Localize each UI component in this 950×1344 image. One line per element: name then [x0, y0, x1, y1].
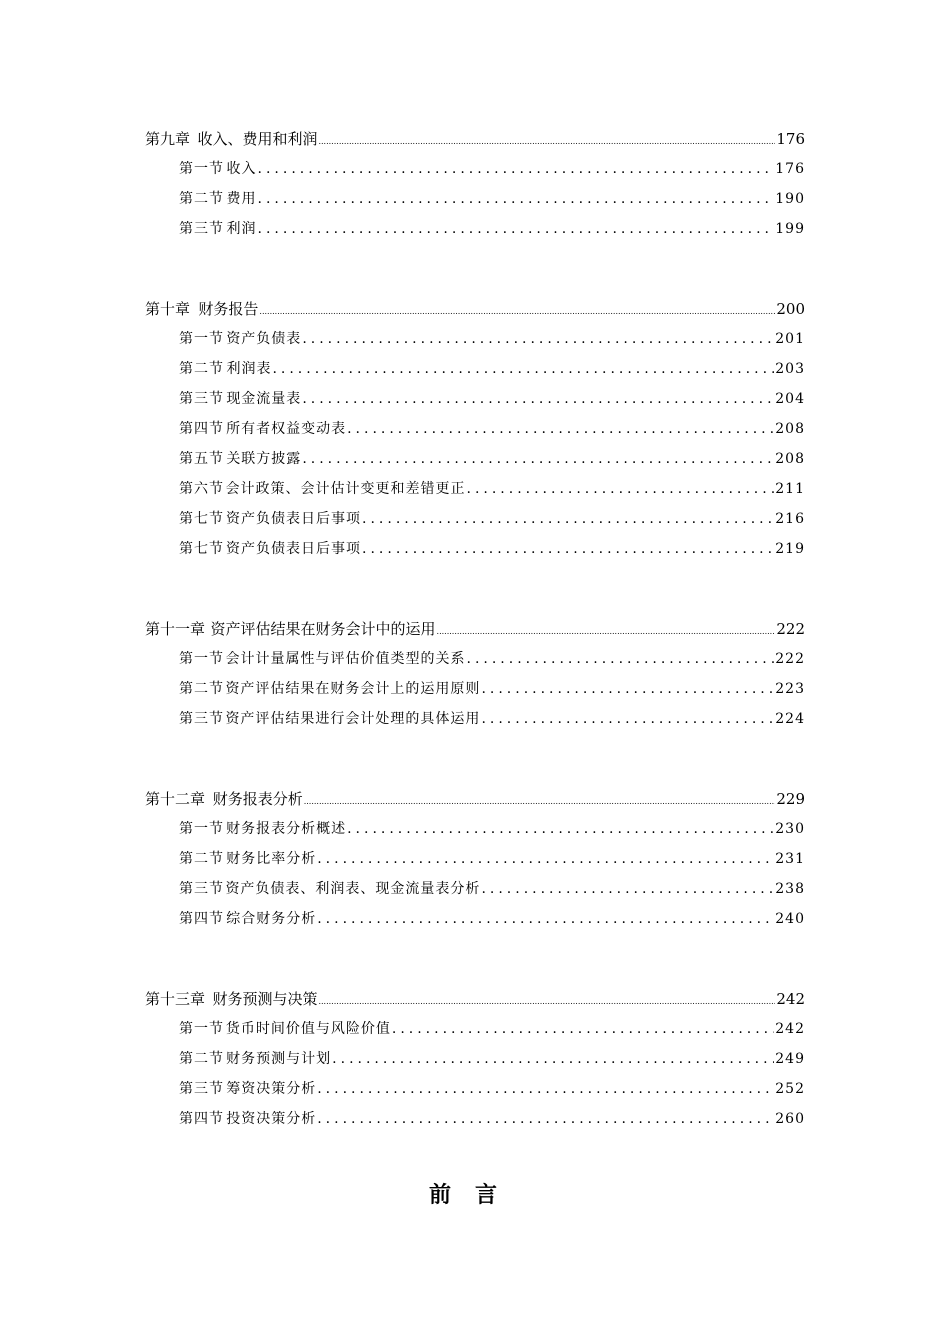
page-number: 219: [775, 541, 805, 557]
toc-chapter-entry[interactable]: [145, 984, 805, 1014]
dot-leader: [317, 1104, 774, 1134]
page-number: 200: [776, 300, 805, 318]
section-title: 会计计量属性与评估价值类型的关系: [225, 651, 466, 667]
dot-leader: [302, 444, 774, 474]
page-number: 230: [775, 821, 805, 837]
page-number: 176: [776, 130, 805, 148]
section-number: 第一节: [179, 161, 224, 177]
page-number: 222: [776, 620, 805, 638]
section-title: 现金流量表: [226, 391, 302, 407]
section-number: 第一节: [179, 821, 224, 837]
page-number: 201: [775, 331, 805, 347]
section-number: 第七节: [179, 511, 224, 527]
toc-section-entry[interactable]: [179, 704, 805, 734]
section-title: 投资决策分析: [226, 1111, 317, 1127]
section-title: 资产负债表日后事项: [226, 541, 362, 557]
table-of-contents: [145, 124, 805, 1184]
chapter-title: 资产评估结果在财务会计中的运用: [210, 620, 436, 638]
dot-leader: [362, 504, 774, 534]
page-number: 222: [775, 651, 805, 667]
dot-leader: [258, 184, 775, 214]
section-title: 所有者权益变动表: [226, 421, 347, 437]
chapter-number: 第十章: [145, 300, 191, 318]
toc-chapter-entry[interactable]: [145, 124, 805, 154]
dot-leader: [304, 787, 776, 817]
dot-leader: [258, 154, 775, 184]
section-title: 资产负债表、利润表、现金流量表分析: [225, 881, 481, 897]
toc-section-entry[interactable]: [179, 534, 805, 564]
page-number: 211: [775, 481, 805, 497]
toc-chapter-entry[interactable]: [145, 614, 805, 644]
dot-leader: [317, 904, 774, 934]
page-number: 203: [775, 361, 805, 377]
section-title: 货币时间价值与风险价值: [225, 1021, 391, 1037]
section-number: 第二节: [179, 851, 224, 867]
section-title: 筹资决策分析: [226, 1081, 317, 1097]
section-title: 利润: [226, 221, 257, 237]
chapter-title: 收入、费用和利润: [197, 130, 318, 148]
toc-section-entry[interactable]: [179, 384, 805, 414]
section-number: 第四节: [179, 421, 224, 437]
dot-leader: [302, 324, 774, 354]
section-title: 关联方披露: [226, 451, 302, 467]
section-number: 第二节: [179, 191, 224, 207]
toc-chapter-entry[interactable]: [145, 294, 805, 324]
toc-section-entry[interactable]: [179, 644, 805, 674]
section-number: 第二节: [179, 1051, 224, 1067]
chapter-title: 财务报表分析: [212, 790, 303, 808]
section-title: 收入: [226, 161, 257, 177]
toc-section-entry[interactable]: [179, 474, 805, 504]
section-number: 第五节: [179, 451, 224, 467]
toc-chapter-group: [145, 124, 805, 244]
dot-leader: [392, 1014, 774, 1044]
page-number: 242: [775, 1021, 805, 1037]
section-title: 资产评估结果在财务会计上的运用原则: [225, 681, 481, 697]
page-number: 238: [775, 881, 805, 897]
dot-leader: [437, 617, 776, 647]
page-number: 224: [775, 711, 805, 727]
toc-section-entry[interactable]: [179, 844, 805, 874]
dot-leader: [318, 127, 775, 157]
section-title: 资产评估结果进行会计处理的具体运用: [225, 711, 481, 727]
dot-leader: [302, 384, 774, 414]
toc-section-entry[interactable]: [179, 814, 805, 844]
toc-section-entry[interactable]: [179, 1104, 805, 1134]
page-number: 252: [775, 1081, 805, 1097]
section-number: 第三节: [179, 221, 224, 237]
section-title: 综合财务分析: [226, 911, 317, 927]
dot-leader: [467, 474, 775, 504]
section-title: 费用: [226, 191, 257, 207]
section-title: 财务比率分析: [226, 851, 317, 867]
page-number: 204: [775, 391, 805, 407]
section-number: 第四节: [179, 911, 224, 927]
chapter-number: 第十二章: [145, 790, 206, 808]
toc-section-entry[interactable]: [179, 354, 805, 384]
page-number: 231: [775, 851, 805, 867]
toc-chapter-entry[interactable]: [145, 784, 805, 814]
dot-leader: [481, 674, 774, 704]
chapter-number: 第九章: [145, 130, 191, 148]
toc-section-entry[interactable]: [179, 414, 805, 444]
section-title: 财务预测与计划: [226, 1051, 332, 1067]
section-title: 利润表: [226, 361, 272, 377]
section-number: 第一节: [179, 651, 224, 667]
page-number: 216: [775, 511, 805, 527]
section-number: 第一节: [179, 1021, 224, 1037]
section-title: 资产负债表: [226, 331, 302, 347]
toc-chapter-group: [145, 614, 805, 734]
toc-chapter-group: [145, 784, 805, 934]
section-number: 第四节: [179, 1111, 224, 1127]
toc-section-entry[interactable]: [179, 1074, 805, 1104]
section-number: 第三节: [179, 881, 224, 897]
dot-leader: [332, 1044, 774, 1074]
dot-leader: [467, 644, 775, 674]
toc-section-entry[interactable]: [179, 874, 805, 904]
section-number: 第三节: [179, 391, 224, 407]
chapter-title: 财务报告: [198, 300, 259, 318]
toc-section-entry[interactable]: [179, 1044, 805, 1074]
dot-leader: [317, 1074, 774, 1104]
toc-section-entry[interactable]: [179, 674, 805, 704]
toc-section-entry[interactable]: [179, 444, 805, 474]
dot-leader: [481, 874, 774, 904]
dot-leader: [318, 987, 775, 1017]
preface-heading: 前言: [428, 1182, 521, 1208]
toc-section-entry[interactable]: [179, 184, 805, 214]
section-number: 第六节: [179, 481, 224, 497]
section-number: 第七节: [179, 541, 224, 557]
dot-leader: [347, 414, 774, 444]
section-title: 财务报表分析概述: [226, 821, 347, 837]
section-number: 第二节: [179, 681, 224, 697]
dot-leader: [362, 534, 774, 564]
chapter-number: 第十三章: [145, 990, 206, 1008]
page-number: 229: [776, 790, 805, 808]
page-number: 249: [775, 1051, 805, 1067]
toc-section-entry[interactable]: [179, 154, 805, 184]
page-number: 190: [775, 191, 805, 207]
section-number: 第二节: [179, 361, 224, 377]
toc-section-entry[interactable]: [179, 324, 805, 354]
chapter-number: 第十一章: [145, 620, 206, 638]
dot-leader: [259, 297, 775, 327]
dot-leader: [347, 814, 774, 844]
page-number: 260: [775, 1111, 805, 1127]
toc-section-entry[interactable]: [179, 504, 805, 534]
toc-section-entry[interactable]: [179, 214, 805, 244]
toc-chapter-group: [145, 984, 805, 1134]
page-number: 199: [775, 221, 805, 237]
page-number: 176: [775, 161, 805, 177]
section-number: 第一节: [179, 331, 224, 347]
section-title: 资产负债表日后事项: [226, 511, 362, 527]
page-number: 208: [775, 451, 805, 467]
section-number: 第三节: [179, 711, 224, 727]
dot-leader: [481, 704, 774, 734]
toc-section-entry[interactable]: [179, 904, 805, 934]
section-title: 会计政策、会计估计变更和差错更正: [225, 481, 466, 497]
toc-section-entry[interactable]: [179, 1014, 805, 1044]
dot-leader: [317, 844, 774, 874]
chapter-title: 财务预测与决策: [212, 990, 318, 1008]
dot-leader: [272, 354, 774, 384]
page-number: 240: [775, 911, 805, 927]
page-number: 223: [775, 681, 805, 697]
toc-chapter-group: [145, 294, 805, 564]
dot-leader: [258, 214, 775, 244]
section-number: 第三节: [179, 1081, 224, 1097]
page-number: 242: [776, 990, 805, 1008]
page-number: 208: [775, 421, 805, 437]
